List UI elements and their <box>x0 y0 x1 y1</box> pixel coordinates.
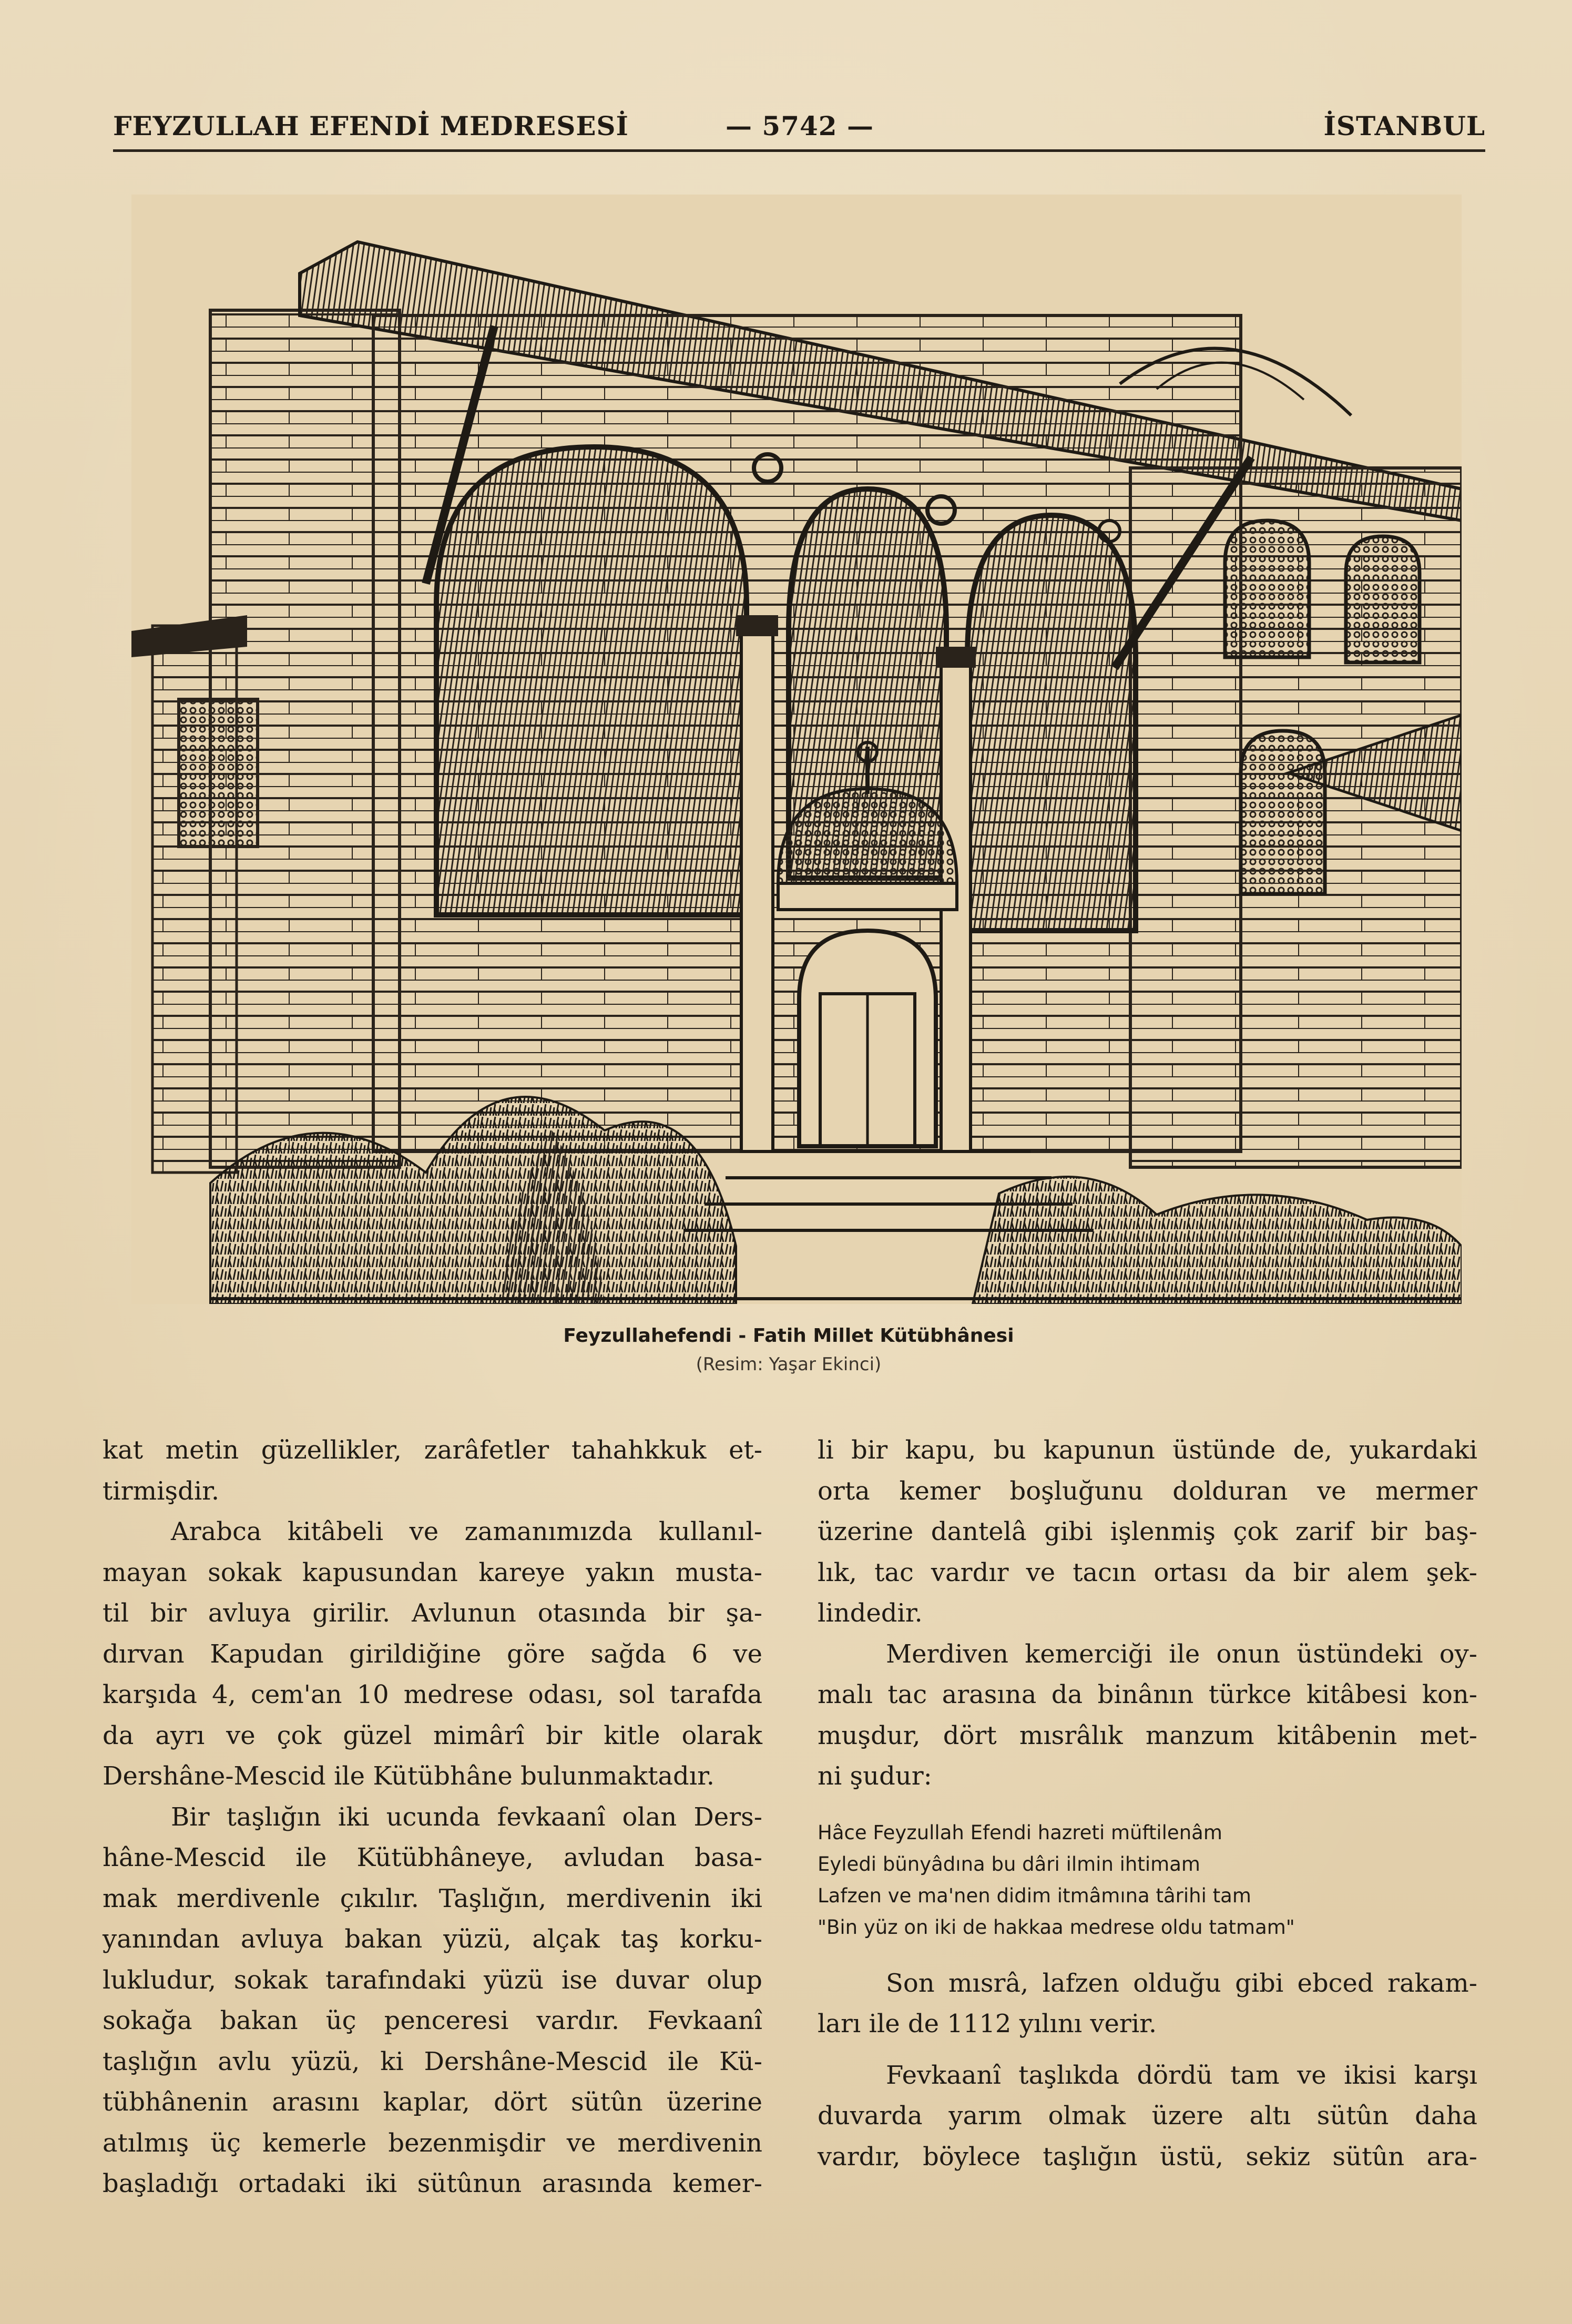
paragraph <box>818 2055 1477 2178</box>
text-line: mak merdivenle çıkılır. Taşlığın, merdivenin iki <box>103 1883 762 1913</box>
header-rule <box>113 149 1485 152</box>
header-section: İSTANBUL <box>1323 110 1485 141</box>
library-drawing <box>131 195 1462 1304</box>
paragraph <box>818 1634 1477 1797</box>
text-line: da ayrı ve çok güzel mimârî bir kitle olarak <box>103 1720 762 1750</box>
text-line: başladığı ortadaki iki sütûnun arasında kemer- <box>103 2169 762 2198</box>
text-line: yanından avluya bakan yüzü, alçak taş korku- <box>103 1924 762 1954</box>
text-line: mayan sokak kapusundan kareye yakın musta- <box>103 1557 762 1587</box>
text-line: tübhânenin arasını kaplar, dört sütûn üzerine <box>103 2087 762 2117</box>
caption-credit: (Resim: Yaşar Ekinci) <box>696 1354 882 1375</box>
paragraph <box>818 1430 1477 1634</box>
text-line: üzerine dantelâ gibi işlenmiş çok zarif bir baş- <box>818 1517 1477 1546</box>
header-title: FEYZULLAH EFENDİ MEDRESESİ <box>113 110 629 141</box>
poem-line: Eyledi bünyâdına bu dâri ilmin ihtimam <box>818 1852 1200 1875</box>
paragraph <box>818 1963 1477 2045</box>
text-line: hâne-Mescid ile Kütübhâneye, avludan basa- <box>103 1843 762 1872</box>
caption-title: Feyzullahefendi - Fatih Millet Kütübhânesi <box>563 1325 1014 1347</box>
paragraph <box>103 1797 762 2205</box>
text-line: Merdiven kemerciği ile onun üstündeki oy- <box>886 1639 1477 1669</box>
paragraph <box>103 1512 762 1797</box>
text-line: li bir kapu, bu kapunun üstünde de, yukardaki <box>818 1435 1477 1465</box>
text-line: atılmış üç kemerle bezenmişdir ve merdivenin <box>103 2128 762 2158</box>
page-number: — 5742 — <box>726 110 874 141</box>
text-line: lindedir. <box>818 1598 923 1628</box>
text-line: orta kemer boşluğunu dolduran ve mermer <box>818 1476 1477 1506</box>
text-line: dırvan Kapudan girildiğine göre sağda 6 ve <box>103 1639 762 1669</box>
right-column <box>818 1430 1477 2177</box>
text-line: Bir taşlığın iki ucunda fevkaanî olan Ders- <box>171 1802 762 1832</box>
illustration <box>131 195 1462 1304</box>
text-line: tirmişdir. <box>103 1476 220 1506</box>
text-line: karşıda 4, cem'an 10 medrese odası, sol tarafda <box>103 1680 762 1709</box>
text-line: kat metin güzellikler, zarâfetler tahahkkuk et- <box>103 1435 762 1465</box>
text-line: lık, tac vardır ve tacın ortası da bir alem şek- <box>818 1557 1477 1587</box>
text-line: Fevkaanî taşlıkda dördü tam ve ikisi karşı <box>886 2060 1477 2090</box>
text-line: Arabca kitâbeli ve zamanımızda kullanıl- <box>171 1517 762 1546</box>
text-line: duvarda yarım olmak üzere altı sütûn daha <box>818 2101 1477 2131</box>
text-line: sokağa bakan üç penceresi vardır. Fevkaanî <box>103 2006 762 2035</box>
text-line: taşlığın avlu yüzü, ki Dershâne-Mescid ile Kü- <box>103 2046 762 2076</box>
figure-caption <box>421 1325 1157 1375</box>
running-header <box>113 103 1485 150</box>
poem-line: Hâce Feyzullah Efendi hazreti müftilenâm <box>818 1821 1222 1844</box>
text-line: Son mısrâ, lafzen olduğu gibi ebced rakam- <box>886 1968 1477 1998</box>
text-line: malı tac arasına da binânın türkce kitâbesi kon- <box>818 1680 1477 1709</box>
text-line: til bir avluya girilir. Avlunun otasında bir şa- <box>103 1598 762 1628</box>
poem-line: Lafzen ve ma'nen didim itmâmına târihi tam <box>818 1884 1251 1907</box>
paragraph <box>103 1430 762 1512</box>
text-line: ları ile de 1112 yılını verir. <box>818 2009 1157 2038</box>
inscription-poem <box>818 1817 1477 1943</box>
left-column <box>103 1430 762 2205</box>
text-line: ni şudur: <box>818 1761 932 1791</box>
text-line: muşdur, dört mısrâlık manzum kitâbenin met- <box>818 1720 1477 1750</box>
text-line: lukludur, sokak tarafındaki yüzü ise duvar olup <box>103 1965 762 1995</box>
poem-line: "Bin yüz on iki de hakkaa medrese oldu tatmam" <box>818 1915 1295 1939</box>
text-line: Dershâne-Mescid ile Kütübhâne bulunmaktadır. <box>103 1761 715 1791</box>
text-line: vardır, böylece taşlığın üstü, sekiz sütûn ara- <box>818 2142 1477 2172</box>
